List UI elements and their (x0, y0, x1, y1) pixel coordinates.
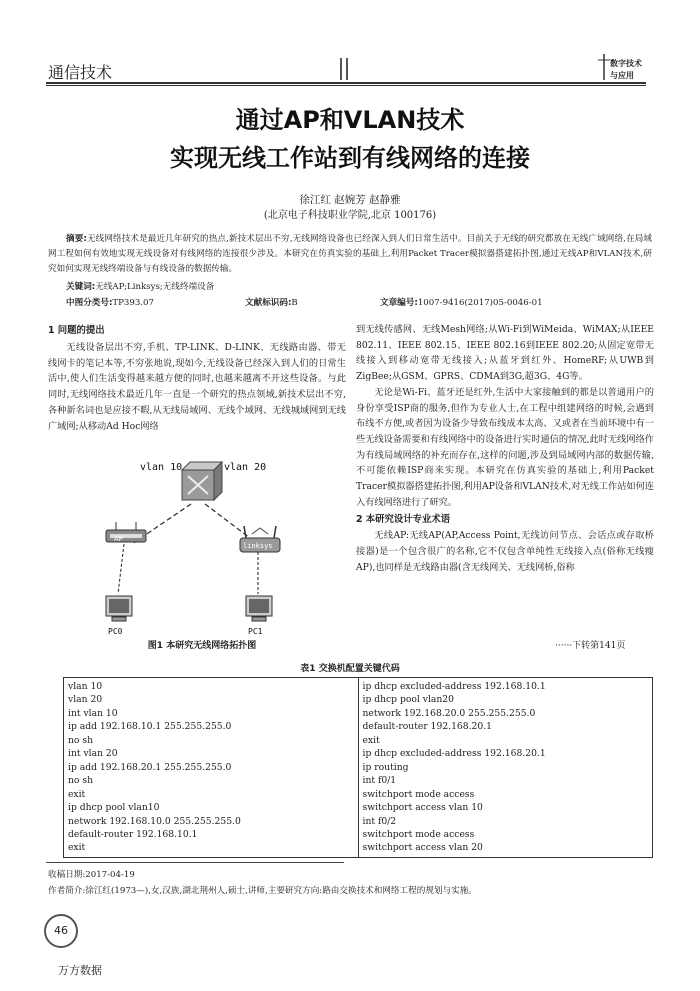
keywords (66, 280, 214, 292)
page-number: 46 (44, 914, 78, 948)
config-right-cell (358, 678, 653, 858)
keywords-label: 关键词: (66, 282, 96, 292)
article-number (380, 296, 543, 308)
code-line: network 192.168.10.0 255.255.255.0 (68, 815, 241, 827)
access-point-icon (106, 522, 146, 542)
linksys-label: linksys (243, 542, 273, 550)
code-line: ip routing (362, 761, 409, 773)
ap-label: AP (114, 535, 124, 543)
doc-label: 文献标识码: (245, 298, 292, 308)
footnote-rule (46, 862, 344, 863)
pc0-label: PC0 (108, 627, 123, 636)
abstract-text: 无线网络技术是最近几年研究的热点,新技术层出不穷,无线网络设备也已经深入到人们日常生活中。目前关于无线的研究都放在无线广域网络,在局域网工程如何有效地实现无线设备对有线网络的连接很少涉及。本研究在仿真实验的基础上,利用Packet Tracer模拟器搭建拓扑图,通过无线AP和VLAN技术,研究如何实现无线终端设备与有线设备的数据传输。 (48, 234, 653, 274)
code-line: switchport mode access (362, 788, 475, 800)
code-line: ip add 192.168.10.1 255.255.255.0 (68, 721, 232, 733)
article-title-line1: 通过AP和VLAN技术 (235, 106, 465, 134)
abstract (48, 232, 652, 277)
code-line: ip add 192.168.20.1 255.255.255.0 (68, 761, 232, 773)
code-line: switchport access vlan 10 (362, 802, 483, 814)
section-heading-2: 2 本研究设计专业术语 (356, 514, 451, 526)
code-line: int f0/1 (362, 775, 397, 787)
code-line: default-router 192.168.10.1 (68, 828, 198, 840)
header-divider (340, 58, 342, 80)
abstract-label: 摘要: (66, 234, 87, 244)
code-line: ip dhcp excluded-address 192.168.20.1 (362, 748, 546, 760)
journal-logo (596, 52, 656, 82)
affiliation: (北京电子科技职业学院,北京 100176) (263, 210, 437, 221)
doc-code (245, 296, 298, 308)
code-line: no sh (68, 734, 94, 746)
paragraph: 无线设备层出不穷,手机、TP-LINK、D-LINK、无线路由器、带无线网卡的笔记本等,不穷张地说,现如今,无线设备已经深入到人们的日常生活中,使人们生活变得越来越方便的同时,也越来越离不开这些设备。与此同时,无线网络技术最近几年一直是一个研究的热点领域,新技术层出不穷,各种新名词也是应接不暇,从无线局域网、无线个域网、无线城域网到无线广域网;从移动Ad Hoc网络 (48, 342, 346, 432)
article-label: 文章编号: (380, 298, 418, 308)
code-line: exit (68, 842, 86, 854)
code-line: exit (362, 734, 380, 746)
config-left-cell (64, 678, 359, 858)
code-line: int vlan 10 (68, 707, 118, 719)
code-line: switchport mode access (362, 828, 475, 840)
header-rule (46, 85, 646, 86)
code-line: switchport access vlan 20 (362, 842, 483, 854)
clc-value: TP393.07 (112, 298, 154, 308)
switch-icon (182, 462, 222, 500)
header-divider (346, 58, 348, 80)
received-date: 收稿日期:2017-04-19 (48, 870, 135, 880)
code-line: default-router 192.168.20.1 (362, 721, 492, 733)
watermark: 万方数据 (58, 964, 102, 977)
config-table (63, 677, 653, 858)
pc0-icon (106, 596, 132, 621)
topology-figure (88, 452, 298, 642)
code-line: vlan 10 (68, 681, 103, 692)
code-line: vlan 20 (68, 694, 103, 706)
keywords-text: 无线AP;Linksys;无线终端设备 (95, 282, 215, 292)
pc1-icon (246, 596, 272, 621)
section-title: 通信技术 (48, 63, 113, 82)
link-line (118, 544, 124, 594)
figure-caption: 图1 本研究无线网络拓扑图 (147, 641, 257, 651)
continued-note: ······下转第141页 (555, 641, 626, 651)
logo-text-2: 与应用 (610, 71, 634, 80)
code-line: ip dhcp pool vlan10 (68, 802, 160, 814)
doc-value: B (291, 298, 298, 308)
code-line: no sh (68, 775, 94, 787)
code-line: exit (68, 788, 86, 800)
author-bio: 作者简介:徐江红(1973—),女,汉族,湖北荆州人,硕士,讲师,主要研究方向:路由交换技术和网络工程的规划与实施。 (48, 886, 477, 896)
paragraph: 到无线传感网、无线Mesh网络;从Wi-Fi到WiMeida、WiMAX;从IEEE 802.11、IEEE 802.15、IEEE 802.16到IEEE 802.20;从固定宽带无线接入到移动宽带无线接入;从蓝牙到红外、HomeRF;从UWB到ZigBee;从GSM、GPRS、CDMA到3G,超3G、4G等。 (356, 324, 654, 383)
table-row (64, 678, 653, 858)
table-caption: 表1 交换机配置关键代码 (300, 664, 400, 674)
left-column-text (48, 340, 346, 434)
code-line: network 192.168.20.0 255.255.255.0 (362, 707, 536, 719)
right-column-text (356, 322, 654, 575)
vlan10-label: vlan 10 (140, 462, 183, 473)
code-line: ip dhcp excluded-address 192.168.10.1 (362, 681, 546, 692)
code-line: int vlan 20 (68, 748, 118, 760)
paragraph: 无论是Wi-Fi、蓝牙还是红外,生活中大家接触到的都是以普通用户的身份享受ISP商的服务,但作为专业人士,在工程中组建网络的时候,会遇到布线不方便,或者因为设备少导致布线成本太高、又或者在当前环境中有一些无线设备需要和有线网络中的设备进行实时通信的情况,此时无线网络作为有线局域网络的补充而存在,这样的问题,涉及到局域网内部的数据传输,不可能依赖ISP商来实现。本研究在仿真实验的基础上,利用Packet Tracer模拟器搭建拓扑图,利用AP设备和VLAN技术,对无线工作站如何连入有线网络进行了研究。 (356, 386, 654, 508)
code-line: int f0/2 (362, 815, 397, 827)
section-heading-1: 1 问题的提出 (48, 325, 105, 336)
article-value: 1007-9416(2017)05-0046-01 (417, 298, 543, 308)
clc-label: 中图分类号: (66, 298, 113, 308)
pc1-label: PC1 (248, 627, 263, 636)
article-title-line2: 实现无线工作站到有线网络的连接 (170, 144, 530, 172)
header-rule (46, 82, 646, 84)
authors: 徐江红 赵婉芳 赵静雅 (299, 194, 401, 206)
code-line: ip dhcp pool vlan20 (362, 694, 455, 706)
logo-text-1: 数字技术 (610, 59, 642, 68)
vlan20-label: vlan 20 (224, 462, 267, 473)
clc-number (66, 296, 154, 308)
paragraph: 无线AP:无线AP(AP,Access Point,无线访问节点、会话点或存取桥接器)是一个包含很广的名称,它不仅包含单纯性无线接入点(俗称无线瘦AP),也同样是无线路由器(含无线网关、无线网桥,俗称 (356, 530, 654, 573)
